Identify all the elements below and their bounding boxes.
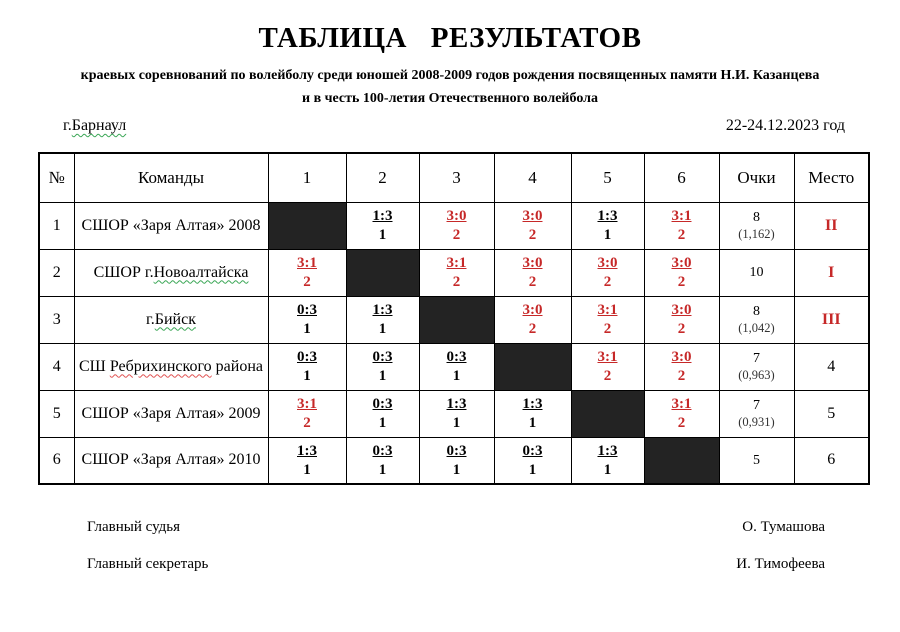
set-score: 0:3 [446, 443, 467, 460]
date-label: 22-24.12.2023 год [725, 117, 845, 135]
game-result-cell [346, 437, 419, 484]
signature-row-chief-secretary [87, 556, 825, 573]
match-points: 2 [603, 274, 612, 291]
page-title: ТАБЛИЦА РЕЗУЛЬТАТОВ [258, 22, 642, 54]
row-number-cell: 2 [39, 249, 74, 296]
match-points: 2 [528, 227, 537, 244]
subtitle-line-2: и в честь 100-летия Отечественного волейбола [302, 91, 598, 107]
game-result-cell [494, 249, 571, 296]
match-points: 1 [303, 321, 311, 338]
place-cell: III [794, 296, 869, 343]
match-points: 1 [378, 321, 387, 338]
header-opponent-5: 5 [571, 153, 644, 202]
set-score: 3:1 [446, 255, 467, 272]
game-result-cell [268, 390, 346, 437]
self-game-cell [494, 343, 571, 390]
set-score: 3:0 [671, 255, 692, 272]
table-row [39, 437, 869, 484]
game-result-cell [494, 202, 571, 249]
row-number-cell: 1 [39, 202, 74, 249]
game-result-cell [494, 437, 571, 484]
game-result-cell [644, 390, 719, 437]
game-result-cell [571, 202, 644, 249]
set-score: 1:3 [522, 396, 543, 413]
city-label: г.Барнаул [63, 117, 127, 135]
signature-row-chief-judge [87, 519, 825, 536]
game-result-cell [644, 296, 719, 343]
document-page [0, 22, 900, 632]
results-table [38, 152, 870, 485]
match-points: 1 [452, 461, 461, 478]
table-row [39, 249, 869, 296]
spellcheck-marked-word: Новоалтайска [153, 263, 249, 281]
place-cell: 6 [794, 437, 869, 484]
row-number-cell: 3 [39, 296, 74, 343]
game-result-cell [571, 343, 644, 390]
match-points: 1 [603, 227, 612, 244]
subtitle [0, 64, 900, 110]
set-score: 0:3 [372, 349, 393, 366]
match-points: 2 [677, 368, 686, 385]
table-row [39, 202, 869, 249]
set-score: 0:3 [297, 349, 317, 366]
points-cell: 7 (0,931) [719, 390, 794, 437]
header-opponent-2: 2 [346, 153, 419, 202]
place-cell: I [794, 249, 869, 296]
set-score: 3:0 [522, 208, 543, 225]
ratio-value: (0,963) [738, 367, 775, 382]
self-game-cell [419, 296, 494, 343]
match-points: 1 [528, 461, 537, 478]
self-game-cell [268, 202, 346, 249]
points-cell: 8 (1,162) [719, 202, 794, 249]
match-points: 1 [452, 368, 461, 385]
game-result-cell [346, 202, 419, 249]
match-points: 2 [452, 274, 461, 291]
set-score: 3:1 [671, 208, 692, 225]
set-score: 0:3 [372, 443, 393, 460]
game-result-cell [419, 437, 494, 484]
subtitle-line-1: краевых соревнований по волейболу среди юношей 2008-2009 годов рождения посвященных памяти Н.И. Казанцева [80, 68, 820, 83]
team-name-cell: СШ Ребрихинского района [74, 343, 268, 390]
team-name-cell: СШОР г.Новоалтайска [74, 249, 268, 296]
signature-label: Главный судья [87, 519, 181, 536]
team-name-cell: СШОР «Заря Алтая» 2009 [74, 390, 268, 437]
table-row [39, 390, 869, 437]
header-opponent-3: 3 [419, 153, 494, 202]
match-points: 1 [303, 461, 311, 478]
set-score: 0:3 [372, 396, 393, 413]
match-points: 2 [528, 274, 537, 291]
set-score: 3:0 [597, 255, 618, 272]
set-score: 1:3 [372, 208, 393, 225]
game-result-cell [419, 390, 494, 437]
header-opponent-6: 6 [644, 153, 719, 202]
game-result-cell [419, 202, 494, 249]
table-row [39, 296, 869, 343]
game-result-cell [268, 296, 346, 343]
match-points: 2 [677, 227, 686, 244]
spellcheck-marked-word: Бийск [154, 310, 196, 328]
match-points: 1 [378, 461, 387, 478]
set-score: 3:0 [522, 255, 543, 272]
set-score: 0:3 [446, 349, 467, 366]
match-points: 2 [303, 415, 311, 432]
match-points: 1 [303, 368, 311, 385]
match-points: 2 [603, 368, 612, 385]
ratio-value: (1,042) [738, 320, 775, 335]
set-score: 3:1 [597, 349, 618, 366]
place-cell: II [794, 202, 869, 249]
header-opponent-4: 4 [494, 153, 571, 202]
header-opponent-1: 1 [268, 153, 346, 202]
ratio-value: (1,162) [738, 226, 775, 241]
signature-name: И. Тимофеева [736, 556, 825, 573]
points-cell: 8 (1,042) [719, 296, 794, 343]
match-points: 2 [603, 321, 612, 338]
header-points: Очки [719, 153, 794, 202]
match-points: 2 [677, 415, 686, 432]
set-score: 3:0 [446, 208, 467, 225]
game-result-cell [571, 296, 644, 343]
game-result-cell [494, 296, 571, 343]
signature-label: Главный секретарь [87, 556, 209, 573]
points-cell: 7 (0,963) [719, 343, 794, 390]
team-name-cell: СШОР «Заря Алтая» 2010 [74, 437, 268, 484]
set-score: 1:3 [372, 302, 393, 319]
game-result-cell [644, 202, 719, 249]
set-score: 3:1 [597, 302, 618, 319]
place-cell: 4 [794, 343, 869, 390]
match-points: 1 [378, 368, 387, 385]
game-result-cell [346, 296, 419, 343]
meta-row [0, 117, 900, 135]
self-game-cell [571, 390, 644, 437]
match-points: 1 [528, 415, 537, 432]
row-number-cell: 6 [39, 437, 74, 484]
set-score: 3:0 [671, 349, 692, 366]
match-points: 2 [303, 274, 311, 291]
ratio-value: (0,931) [738, 414, 775, 429]
game-result-cell [268, 437, 346, 484]
self-game-cell [346, 249, 419, 296]
self-game-cell [644, 437, 719, 484]
game-result-cell [346, 343, 419, 390]
game-result-cell [644, 343, 719, 390]
set-score: 3:1 [297, 255, 317, 272]
place-cell: 5 [794, 390, 869, 437]
match-points: 2 [677, 321, 686, 338]
set-score: 1:3 [597, 208, 618, 225]
game-result-cell [494, 390, 571, 437]
game-result-cell [571, 437, 644, 484]
row-number-cell: 4 [39, 343, 74, 390]
match-points: 1 [378, 415, 387, 432]
set-score: 0:3 [297, 302, 317, 319]
team-name-cell: г.Бийск [74, 296, 268, 343]
game-result-cell [419, 343, 494, 390]
match-points: 1 [452, 415, 461, 432]
set-score: 3:1 [671, 396, 692, 413]
game-result-cell [268, 249, 346, 296]
points-cell: 10 [719, 249, 794, 296]
set-score: 3:0 [522, 302, 543, 319]
match-points: 2 [528, 321, 537, 338]
points-cell: 5 [719, 437, 794, 484]
header-number: № [39, 153, 74, 202]
signatures-block [0, 519, 900, 573]
team-name-cell: СШОР «Заря Алтая» 2008 [74, 202, 268, 249]
header-row [39, 153, 869, 202]
header-place: Место [794, 153, 869, 202]
match-points: 1 [603, 461, 612, 478]
match-points: 1 [378, 227, 387, 244]
set-score: 1:3 [597, 443, 618, 460]
game-result-cell [268, 343, 346, 390]
game-result-cell [419, 249, 494, 296]
match-points: 2 [677, 274, 686, 291]
game-result-cell [346, 390, 419, 437]
set-score: 0:3 [522, 443, 543, 460]
game-result-cell [644, 249, 719, 296]
header-teams: Команды [74, 153, 268, 202]
spellcheck-marked-word: Ребрихинского [109, 357, 212, 375]
row-number-cell: 5 [39, 390, 74, 437]
game-result-cell [571, 249, 644, 296]
table-row [39, 343, 869, 390]
set-score: 3:1 [297, 396, 317, 413]
signature-name: О. Тумашова [742, 519, 825, 536]
match-points: 2 [452, 227, 461, 244]
set-score: 1:3 [297, 443, 317, 460]
set-score: 1:3 [446, 396, 467, 413]
set-score: 3:0 [671, 302, 692, 319]
